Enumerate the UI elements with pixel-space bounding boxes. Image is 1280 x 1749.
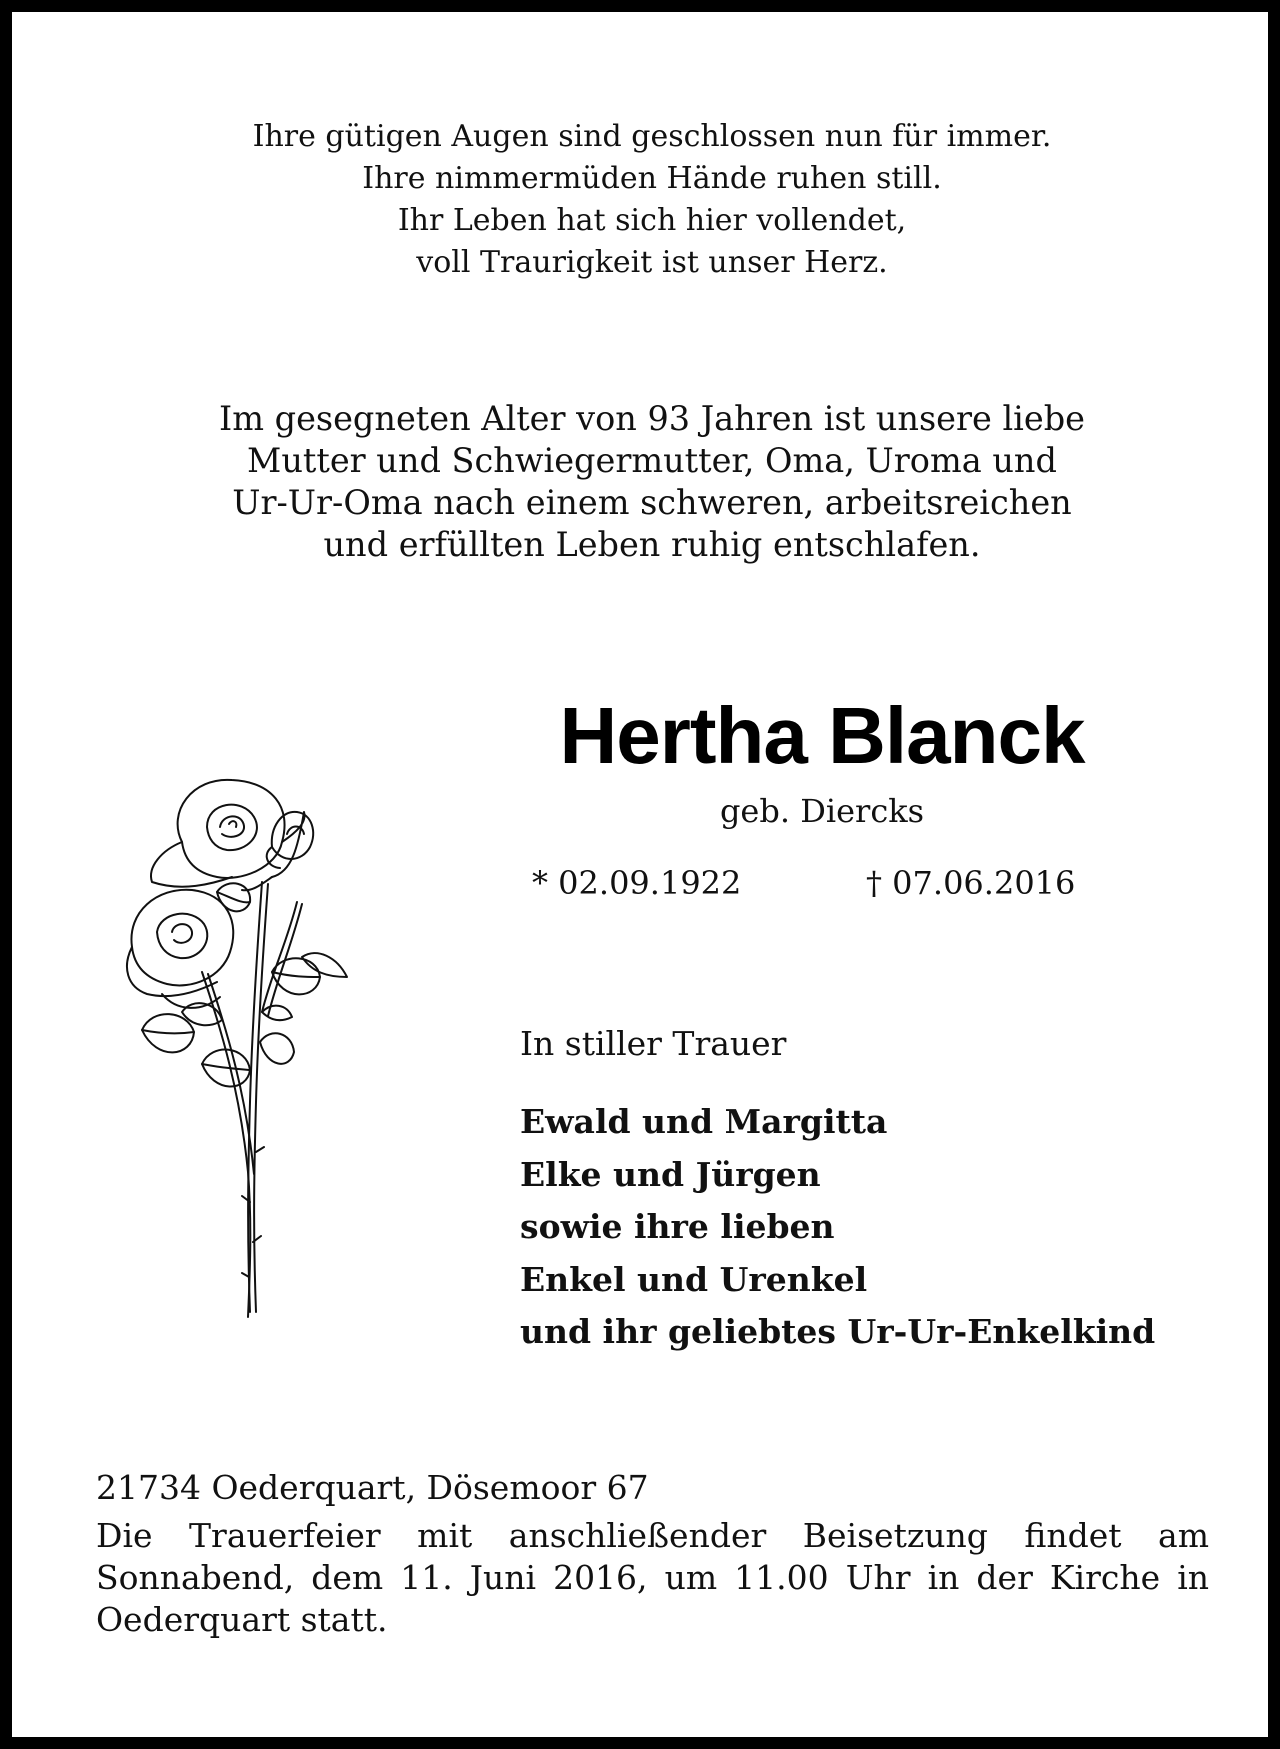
announcement-text <box>72 398 1232 566</box>
family-member: Enkel und Urenkel <box>520 1259 868 1299</box>
rose-illustration-icon <box>122 772 392 1322</box>
family-member: Elke und Jürgen <box>520 1154 821 1194</box>
deceased-name: Hertha Blanck <box>559 691 1085 780</box>
ceremony-details: Die Trauerfeier mit anschließender Beisetzung findet am Sonnabend, dem 11. Juni 2016, um 11.00 Uhr in der Kirche in Oederquart statt. <box>96 1516 1209 1639</box>
announcement-line: Im gesegneten Alter von 93 Jahren ist unsere liebe <box>219 399 1085 438</box>
poem-line: Ihre nimmermüden Hände ruhen still. <box>362 161 942 196</box>
memorial-poem <box>72 116 1232 284</box>
announcement-line: und erfüllten Leben ruhig entschlafen. <box>323 525 981 564</box>
poem-line: Ihre gütigen Augen sind geschlossen nun für immer. <box>252 119 1052 154</box>
poem-line: voll Traurigkeit ist unser Herz. <box>416 245 888 280</box>
announcement-line: Ur-Ur-Oma nach einem schweren, arbeitsreichen <box>232 483 1072 522</box>
poem-line: Ihr Leben hat sich hier vollendet, <box>397 203 907 238</box>
maiden-name: geb. Diercks <box>719 792 925 830</box>
birth-date: * 02.09.1922 <box>532 864 742 902</box>
family-member: und ihr geliebtes Ur-Ur-Enkelkind <box>520 1312 1156 1351</box>
address: 21734 Oederquart, Dösemoor 67 <box>96 1468 649 1507</box>
mourning-heading: In stiller Trauer <box>520 1024 787 1063</box>
death-date: † 07.06.2016 <box>866 864 1076 902</box>
announcement-line: Mutter und Schwiegermutter, Oma, Uroma und <box>247 441 1057 480</box>
family-member: Ewald und Margitta <box>520 1102 888 1141</box>
family-list <box>520 1096 1155 1359</box>
family-member: sowie ihre lieben <box>520 1207 835 1246</box>
